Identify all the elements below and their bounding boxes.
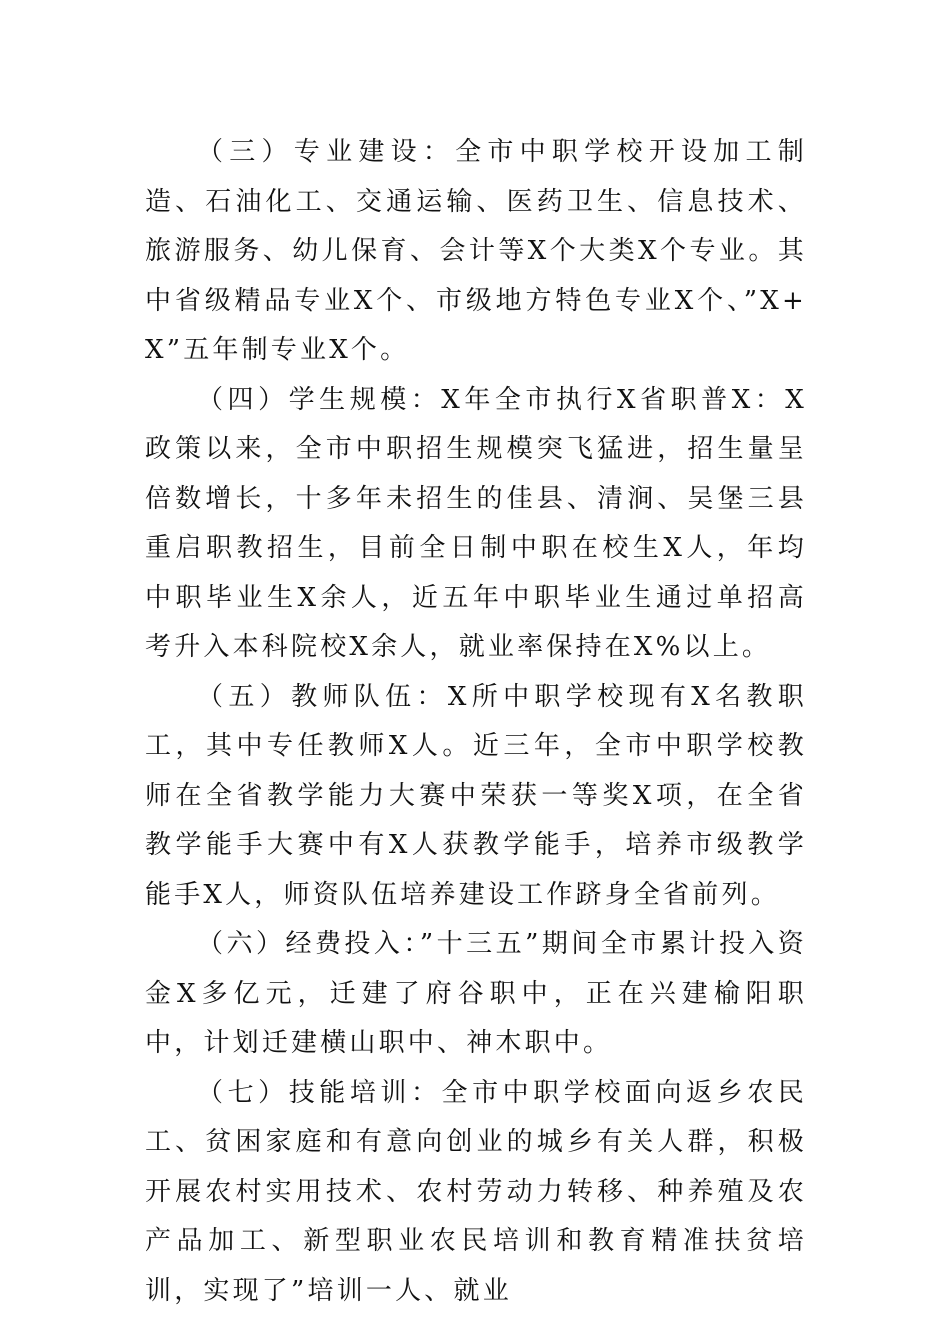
document-body <box>145 128 807 1316</box>
paragraph-funding-investment: （六）经费投入：”十三五”期间全市累计投入资金X多亿元，迁建了府谷职中，正在兴建榆阳职中，计划迁建横山职中、神木职中。 <box>145 929 807 1058</box>
paragraph-student-scale: （四）学生规模：X年全市执行X省职普X：X政策以来，全市中职招生规模突飞猛进，招生量呈倍数增长，十多年未招生的佳县、清涧、吴堡三县重启职教招生，目前全日制中职在校生X人，年均中职毕业生X余人，近五年中职毕业生通过单招高考升入本科院校X余人，就业率保持在X%以上。 <box>145 384 807 662</box>
paragraph-specialty-construction: （三）专业建设：全市中职学校开设加工制造、石油化工、交通运输、医药卫生、信息技术、旅游服务、幼儿保育、会计等X个大类X个专业。其中省级精品专业X个、市级地方特色专业X个、”X+X”五年制专业X个。 <box>145 137 807 365</box>
paragraph-teaching-staff: （五）教师队伍：X所中职学校现有X名教职工，其中专任教师X人。近三年，全市中职学校教师在全省教学能力大赛中荣获一等奖X项，在全省教学能手大赛中有X人获教学能手，培养市级教学能手X人，师资队伍培养建设工作跻身全省前列。 <box>145 681 807 910</box>
paragraph-skills-training: （七）技能培训：全市中职学校面向返乡农民工、贫困家庭和有意向创业的城乡有关人群，积极开展农村实用技术、农村劳动力转移、种养殖及农产品加工、新型职业农民培训和教育精准扶贫培训，实现了”培训一人、就业 <box>145 1077 807 1306</box>
